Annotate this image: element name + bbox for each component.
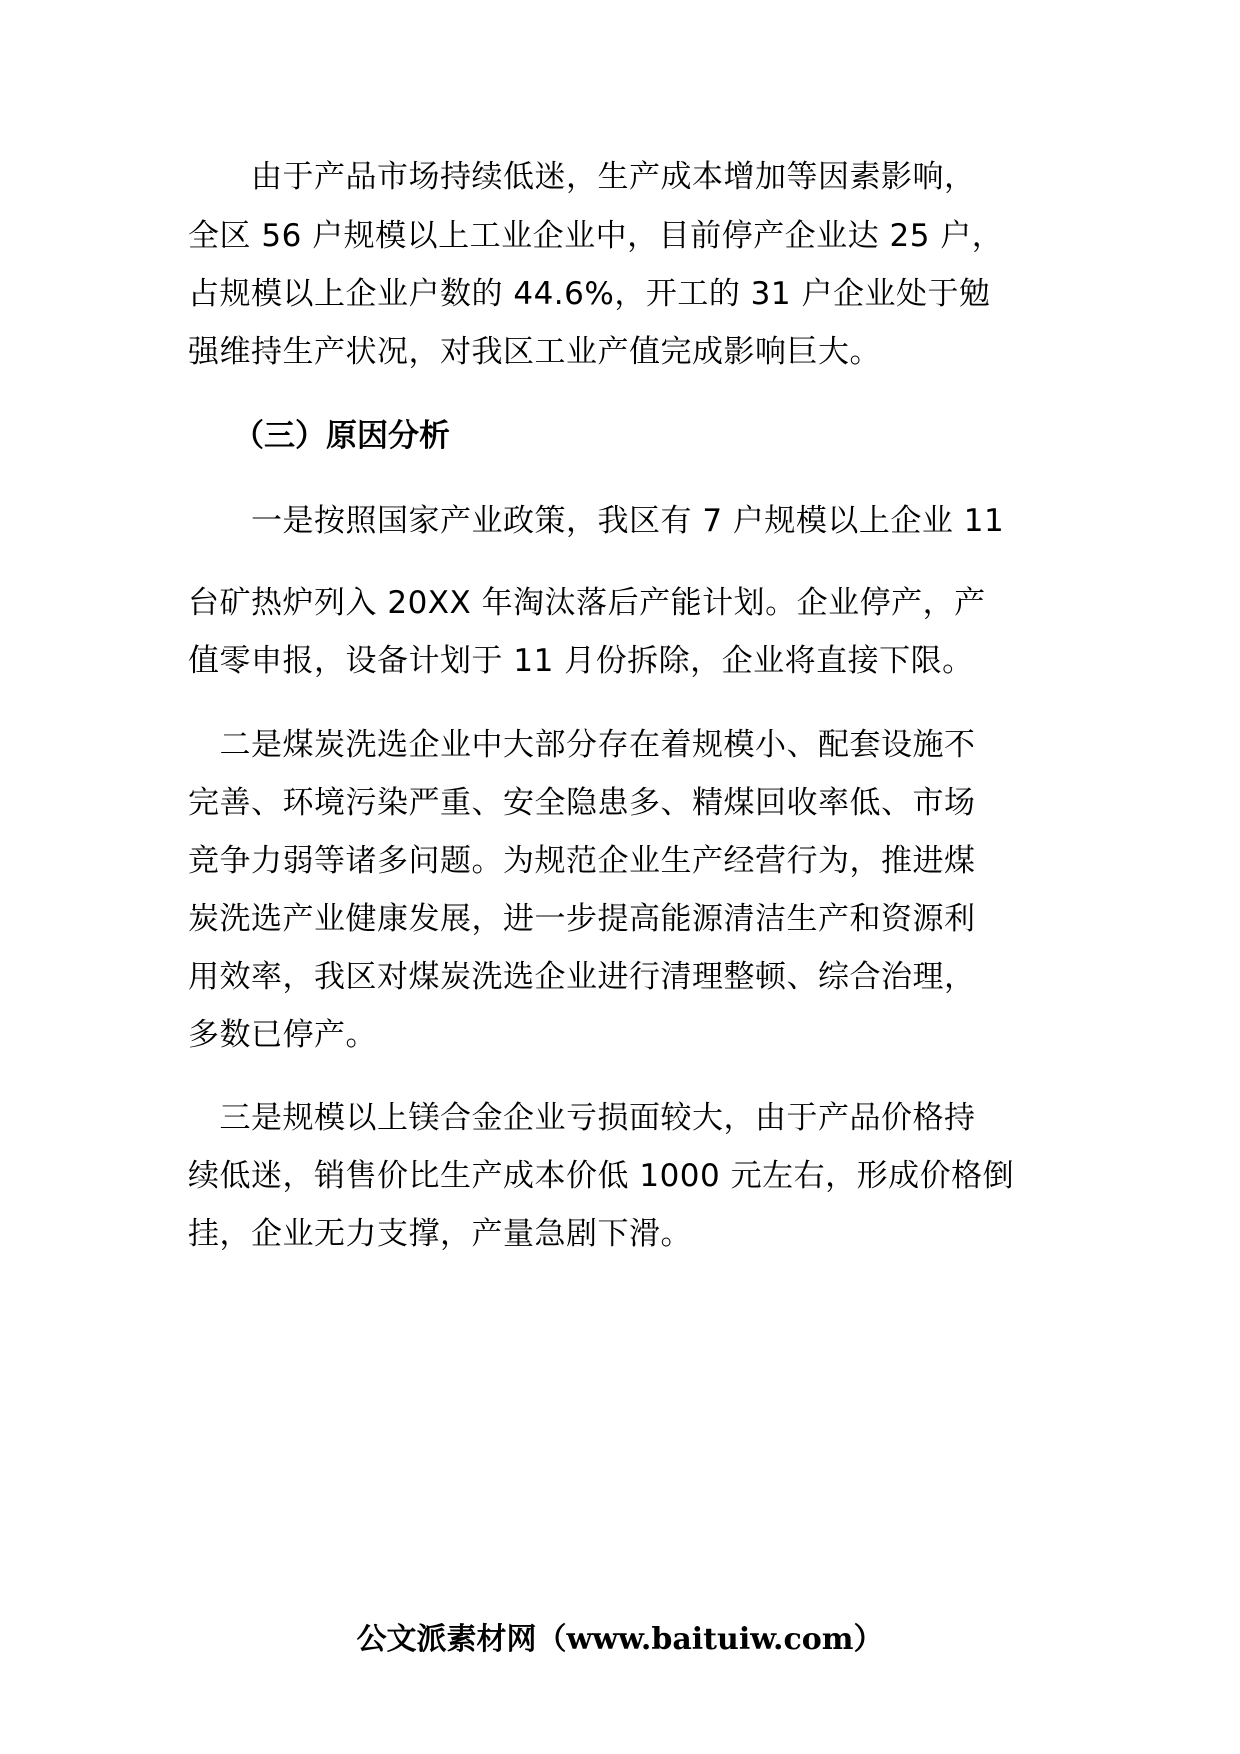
paragraph-3-line-2: 完善、环境污染严重、安全隐患多、精煤回收率低、市场 (188, 785, 976, 821)
footer-url[interactable]: （www.baituiw.com） (536, 1622, 884, 1657)
paragraph-2-line-3: 值零申报，设备计划于 11 月份拆除，企业将直接下限。 (188, 643, 974, 679)
paragraph-2-line-1: 一是按照国家产业政策，我区有 7 户规模以上企业 11 (188, 503, 1005, 539)
paragraph-3-line-6: 多数已停产。 (188, 1017, 377, 1053)
paragraph-1-line-1: 由于产品市场持续低迷，生产成本增加等因素影响， (188, 159, 976, 195)
paragraph-3-line-1: 二是煤炭洗选企业中大部分存在着规模小、配套设施不 (188, 727, 976, 763)
paragraph-1-line-4: 强维持生产状况，对我区工业产值完成影响巨大。 (188, 334, 881, 370)
footer-source (0, 1620, 1240, 1660)
footer-site-name: 公文派素材网 (356, 1622, 537, 1657)
paragraph-4-line-2: 续低迷，销售价比生产成本价低 1000 元左右，形成价格倒 (188, 1158, 1015, 1194)
paragraph-3-line-5: 用效率，我区对煤炭洗选企业进行清理整顿、综合治理， (188, 959, 976, 995)
paragraph-3-line-4: 炭洗选产业健康发展，进一步提高能源清洁生产和资源利 (188, 901, 976, 937)
paragraph-2-line-2: 台矿热炉列入 20XX 年淘汰落后产能计划。企业停产，产 (188, 585, 986, 621)
paragraph-4-line-1: 三是规模以上镁合金企业亏损面较大，由于产品价格持 (188, 1100, 976, 1136)
paragraph-4-line-3: 挂，企业无力支撑，产量急剧下滑。 (188, 1216, 692, 1252)
section-heading: （三）原因分析 (233, 418, 450, 454)
paragraph-1-line-3: 占规模以上企业户数的 44.6%，开工的 31 户企业处于勉 (188, 276, 991, 312)
paragraph-3-line-3: 竞争力弱等诸多问题。为规范企业生产经营行为，推进煤 (188, 843, 976, 879)
paragraph-1-line-2: 全区 56 户规模以上工业企业中，目前停产企业达 25 户， (188, 218, 1004, 254)
